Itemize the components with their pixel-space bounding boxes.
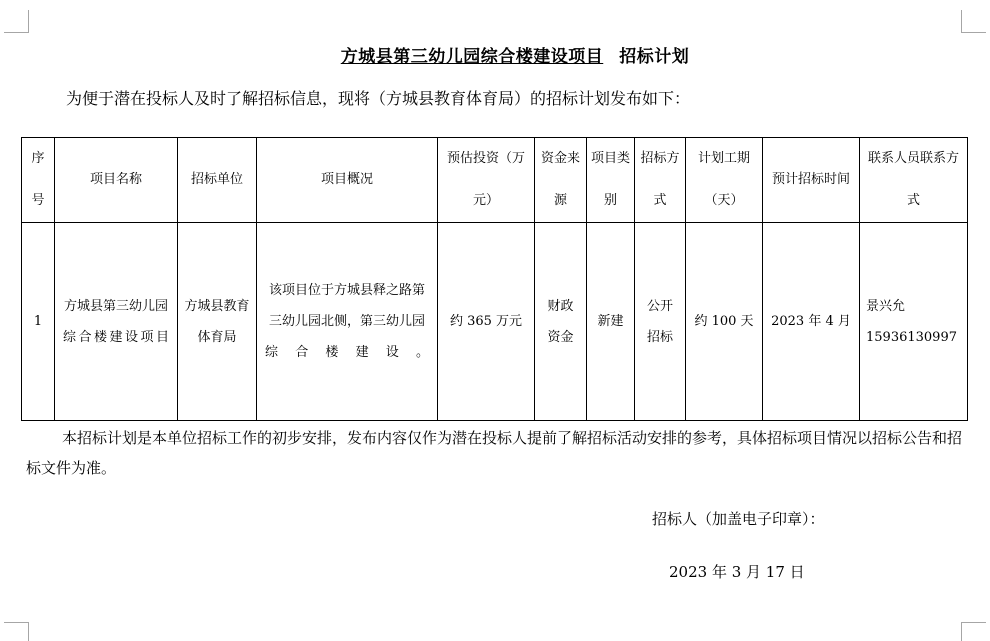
cell-contact (860, 223, 968, 421)
header-overview: 项目概况 (257, 138, 438, 223)
header-index: 序号 (22, 138, 55, 223)
cell-investment: 约 365 万元 (438, 223, 535, 421)
header-method: 招标方式 (635, 138, 686, 223)
contact-name: 景兴允 (866, 298, 906, 314)
tender-plan-table (21, 137, 968, 421)
note-paragraph: 本招标计划是本单位招标工作的初步安排，发布内容仅作为潜在投标人提前了解招标活动安排的参考，具体招标项目情况以招标公告和招标文件为准。 (26, 429, 963, 477)
cell-tender-time: 2023 年 4 月 (763, 223, 860, 421)
cell-duration: 约 100 天 (686, 223, 763, 421)
table-row (22, 223, 968, 421)
cell-method: 公开招标 (635, 223, 686, 421)
crop-mark-bottom-right (961, 622, 986, 641)
header-duration: 计划工期（天） (686, 138, 763, 223)
cell-index: 1 (22, 223, 55, 421)
crop-mark-bottom-left (4, 622, 29, 641)
header-tender-unit: 招标单位 (178, 138, 257, 223)
contact-phone: 15936130997 (866, 329, 957, 345)
header-project-name: 项目名称 (55, 138, 178, 223)
header-fund-source: 资金来源 (535, 138, 587, 223)
document-title (0, 42, 990, 67)
cell-tender-unit: 方城县教育体育局 (178, 223, 257, 421)
cell-project-name: 方城县第三幼儿园综合楼建设项目 (55, 223, 178, 421)
cell-category: 新建 (587, 223, 635, 421)
title-project-name: 方城县第三幼儿园综合楼建设项目 (340, 47, 604, 67)
cell-fund-source: 财政资金 (535, 223, 587, 421)
cell-overview: 该项目位于方城县释之路第三幼儿园北侧，第三幼儿园综合楼建设。 (257, 223, 438, 421)
header-contact: 联系人员联系方式 (860, 138, 968, 223)
crop-mark-top-left (4, 10, 29, 33)
header-category: 项目类别 (587, 138, 635, 223)
intro-paragraph: 为便于潜在投标人及时了解招标信息，现将（方城县教育体育局）的招标计划发布如下： (66, 89, 691, 108)
title-suffix: 招标计划 (619, 47, 690, 67)
header-investment: 预估投资（万元） (438, 138, 535, 223)
document-date: 2023 年 3 月 17 日 (669, 563, 805, 581)
table-header-row (22, 138, 968, 223)
signer-line: 招标人（加盖电子印章）： (652, 510, 825, 528)
header-tender-time: 预计招标时间 (763, 138, 860, 223)
crop-mark-top-right (961, 10, 986, 33)
